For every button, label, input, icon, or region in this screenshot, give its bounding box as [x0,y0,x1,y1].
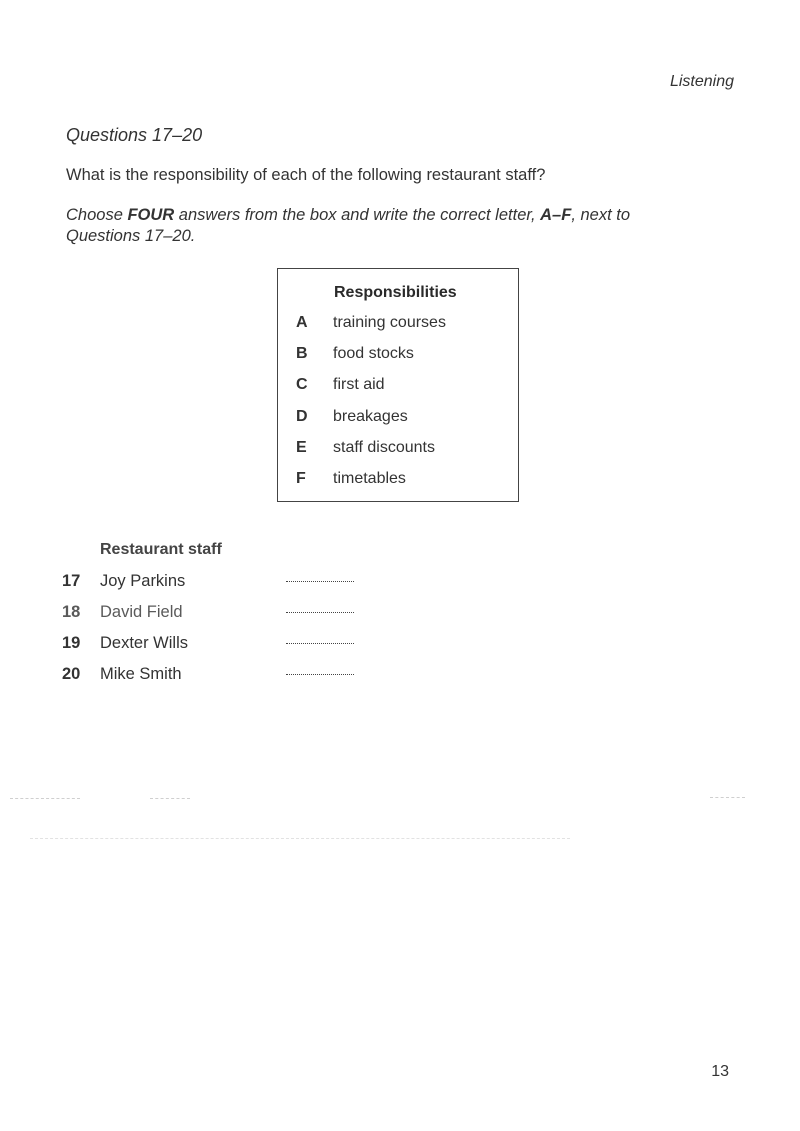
scan-artifact [30,838,570,840]
responsibility-option-b [278,345,518,369]
responsibilities-box [277,268,519,502]
question-number: 17 [62,572,81,590]
staff-name: Mike Smith [100,665,182,683]
option-letter: C [296,376,308,393]
staff-name: Dexter Wills [100,634,189,652]
option-letter: E [296,439,307,456]
responsibility-option-a [278,314,518,338]
scan-artifact [10,798,80,800]
section-label: Listening [669,73,734,90]
option-text: breakages [333,408,408,425]
answer-blank[interactable] [286,674,354,675]
question-number: 19 [62,634,81,652]
staff-question-20 [62,665,382,689]
questions-heading: Questions 17–20 [66,125,203,145]
instruction-part: , next to Questions 17–20. [66,206,631,245]
option-text: staff discounts [333,439,435,456]
responsibility-option-c [278,376,518,400]
option-letter: A [296,314,308,331]
option-text: food stocks [333,345,414,362]
question-prompt: What is the responsibility of each of the following restaurant staff? [66,166,546,184]
answer-blank[interactable] [286,612,354,613]
staff-question-18 [62,603,382,627]
instruction-letter-range: A–F [540,206,572,224]
option-letter: F [296,470,306,487]
staff-name: Joy Parkins [100,572,186,590]
answer-blank[interactable] [286,581,354,582]
instruction-emphasis: FOUR [127,206,175,224]
responsibility-option-f [278,470,518,494]
staff-question-17 [62,572,382,596]
instruction-part: answers from the box and write the correct letter, [174,206,541,224]
instruction-text [66,205,686,247]
question-number: 18 [62,603,81,621]
option-text: first aid [333,376,385,393]
scan-artifact [710,797,745,799]
staff-question-19 [62,634,382,658]
page-number: 13 [711,1063,729,1080]
scan-artifact [150,798,190,800]
option-letter: B [296,345,308,362]
option-text: training courses [333,314,446,331]
restaurant-staff-heading: Restaurant staff [100,541,222,558]
instruction-part: Choose [66,206,128,224]
responsibility-option-e [278,439,518,463]
responsibility-option-d [278,408,518,432]
option-text: timetables [333,470,406,487]
answer-blank[interactable] [286,643,354,644]
option-letter: D [296,408,308,425]
staff-name: David Field [100,603,183,621]
responsibilities-title: Responsibilities [334,284,457,301]
question-number: 20 [62,665,81,683]
